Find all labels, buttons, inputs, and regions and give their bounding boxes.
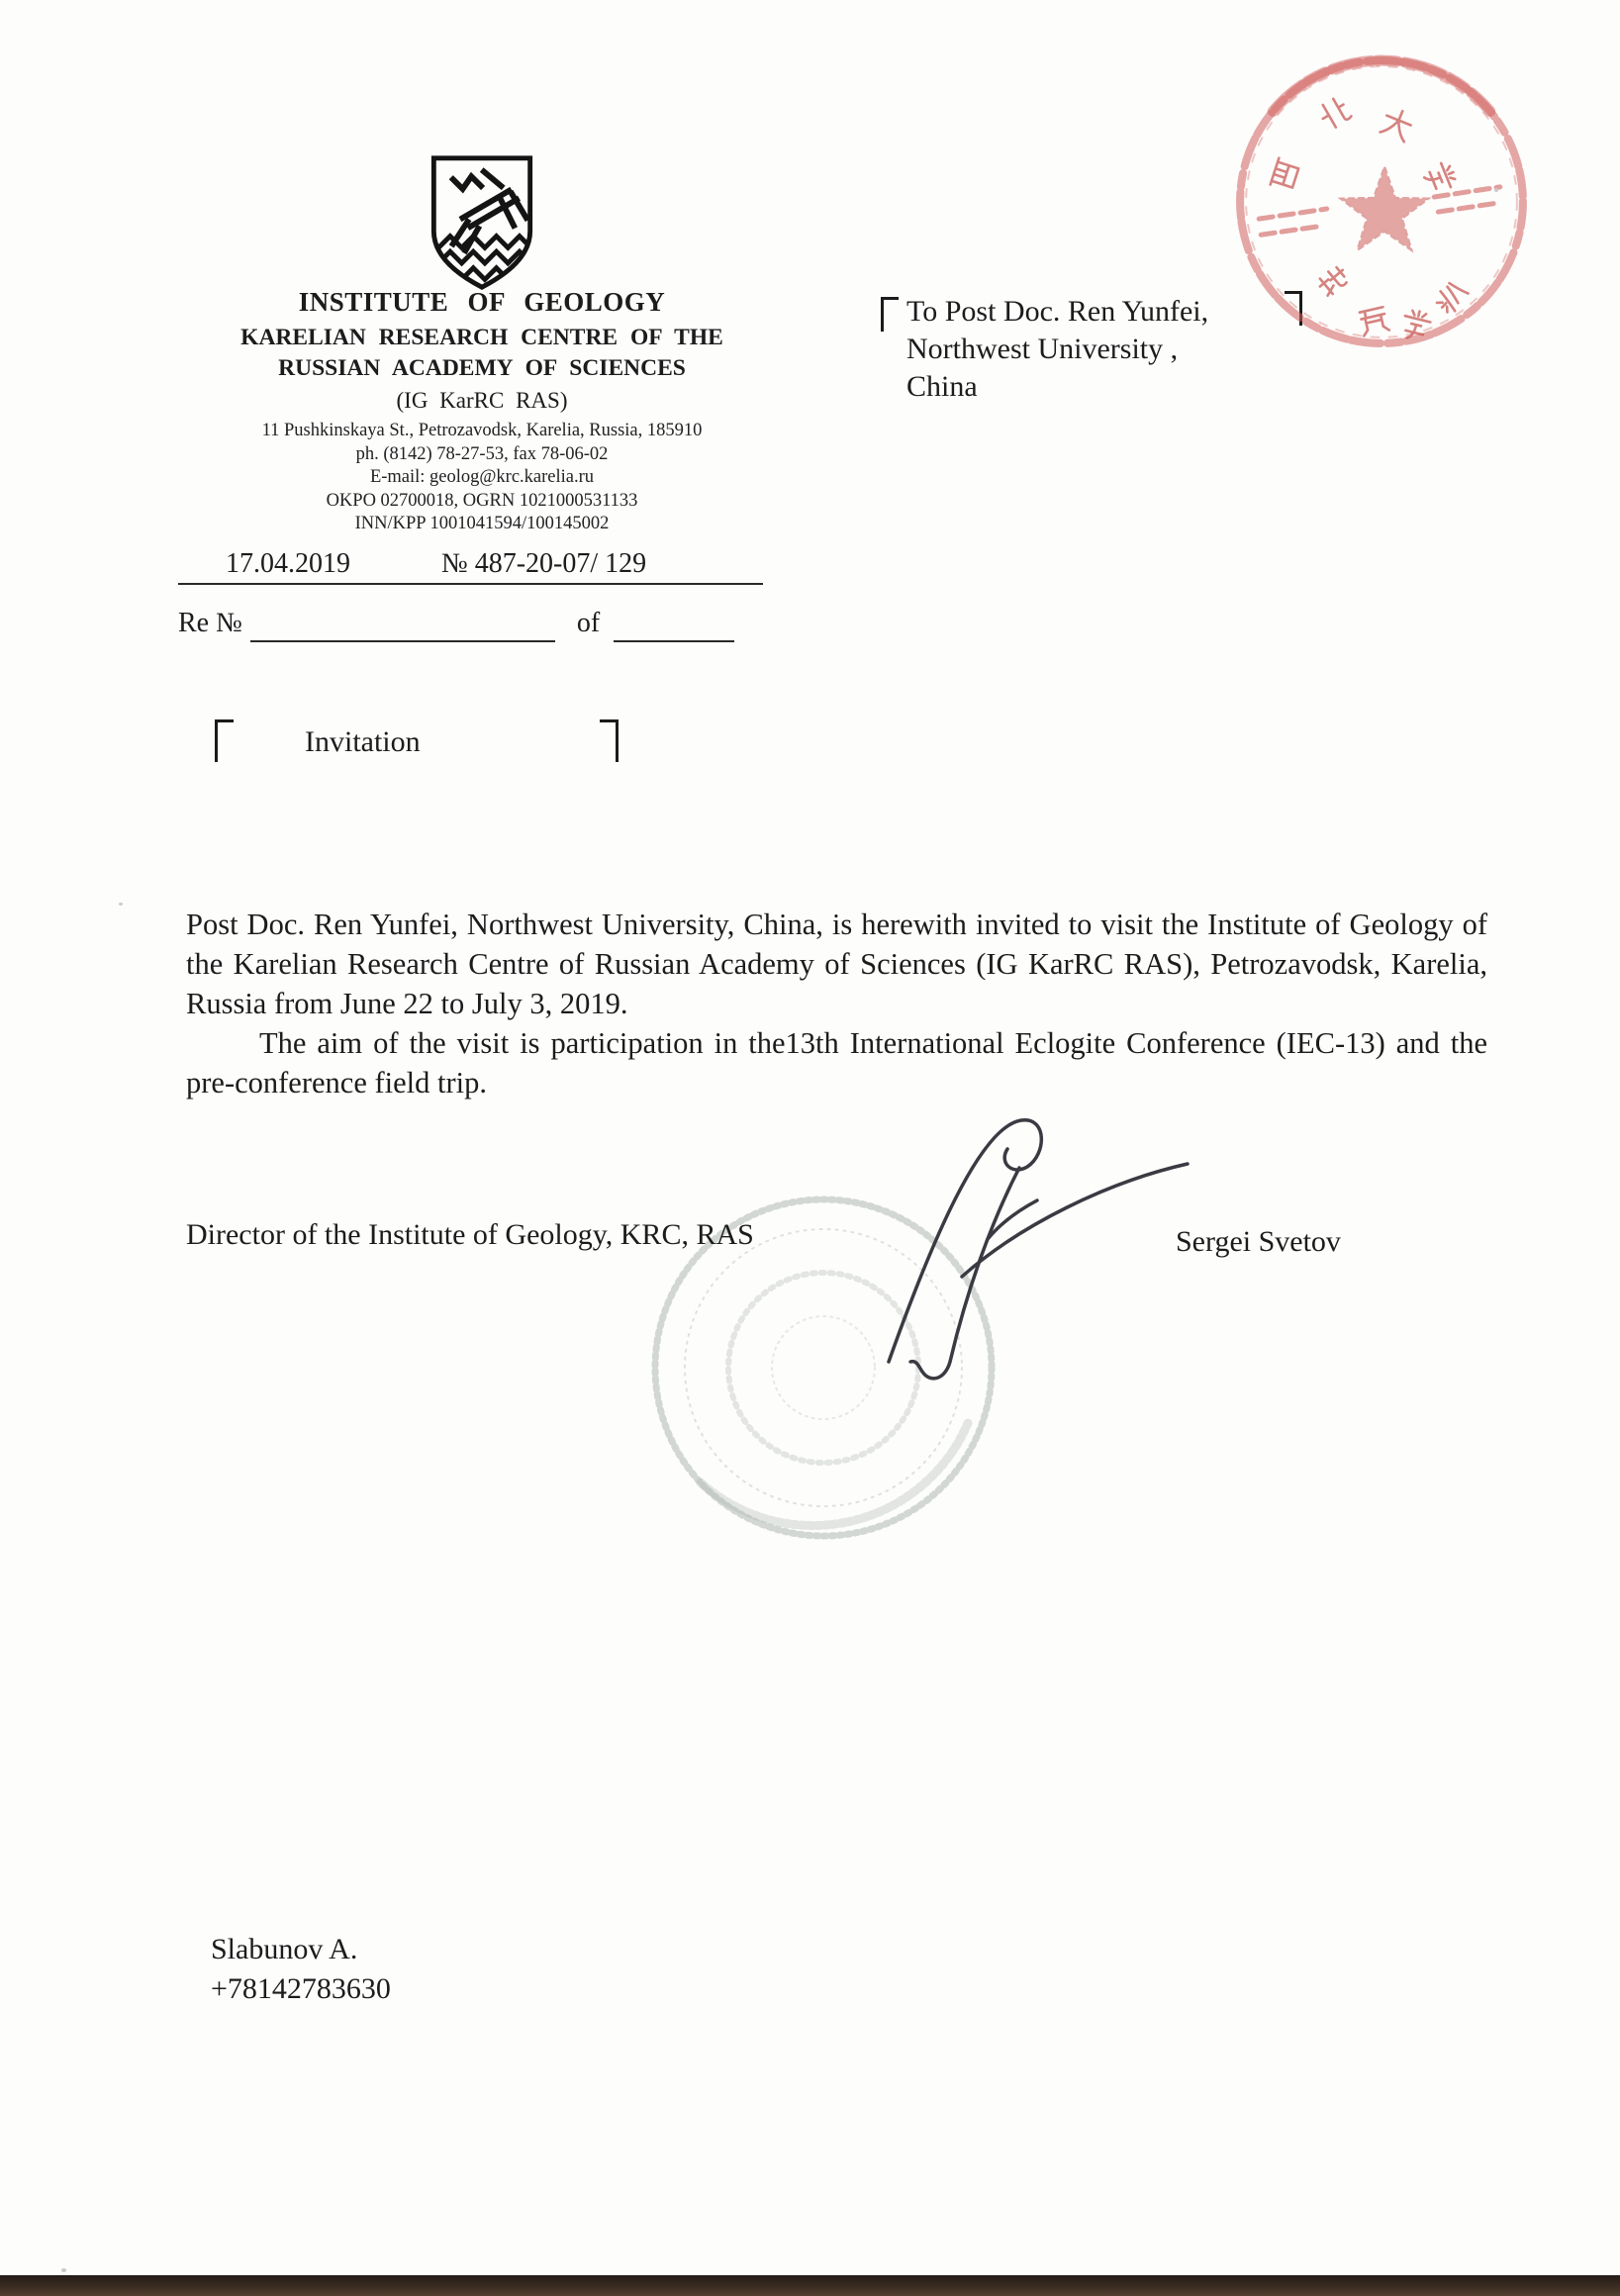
contact-name: Slabunov A. <box>211 1933 358 1965</box>
scan-speck <box>119 903 123 906</box>
red-university-stamp-icon <box>1227 48 1536 356</box>
org-title: INSTITUTE OF GEOLOGY <box>298 287 666 317</box>
org-name-line1: KARELIAN RESEARCH CENTRE OF THE <box>240 325 723 350</box>
re-number-line <box>178 604 734 642</box>
scan-speck <box>1494 188 1498 192</box>
underline-segment <box>646 546 763 585</box>
underline-segment <box>614 604 734 642</box>
recipient-address-block <box>906 293 1208 406</box>
stamp-star-icon <box>1341 167 1428 250</box>
signer-role: Director of the Institute of Geology, KRC, RAS <box>186 1218 754 1251</box>
recipient-line1: To Post Doc. Ren Yunfei, <box>906 295 1209 328</box>
recipient-line3: China <box>906 370 978 403</box>
re-label: Re № <box>178 608 242 638</box>
org-phone-fax: ph. (8142) 78-27-53, fax 78-06-02 <box>355 443 609 464</box>
director-signature <box>871 1106 1197 1393</box>
letter-body <box>186 905 1487 1102</box>
body-paragraph-1: Post Doc. Ren Yunfei, Northwest University, China, is herewith invited to visit the Institute of Geology of the Karelian Research Centre of Russian Academy of Sciences (IG KarRC RAS), Petrozavodsk, Karelia, Russia from June 22 to July 3, 2019. <box>186 908 1487 1020</box>
letter-date: 17.04.2019 <box>226 548 350 585</box>
institute-logo-shield-elk-icon <box>423 150 541 295</box>
signer-name: Sergei Svetov <box>1176 1225 1341 1258</box>
org-contact-block <box>136 420 828 536</box>
reference-line <box>178 546 763 585</box>
of-label: of <box>576 608 601 638</box>
underline-segment <box>178 546 226 585</box>
subject-title: Invitation <box>305 725 421 758</box>
org-abbreviation: (IG KarRC RAS) <box>396 388 568 413</box>
underline-segment <box>350 546 441 585</box>
org-email: E-mail: geolog@krc.karelia.ru <box>369 467 595 487</box>
footer-contact-block <box>211 1930 391 2009</box>
org-registration: OKPO 02700018, OGRN 1021000531133 <box>326 490 638 511</box>
scan-edge-bar <box>0 2275 1620 2296</box>
contact-phone: +78142783630 <box>211 1972 391 2005</box>
corner-bracket-open <box>215 719 234 762</box>
org-address: 11 Pushkinskaya St., Petrozavodsk, Karelia, Russia, 185910 <box>261 421 703 440</box>
org-inn-kpp: INN/KPP 1001041594/100145002 <box>354 514 610 533</box>
org-name-line2: RUSSIAN ACADEMY OF SCIENCES <box>278 355 686 381</box>
scan-speck <box>61 2268 66 2272</box>
recipient-line2: Northwest University , <box>906 333 1179 365</box>
corner-bracket-close <box>600 719 619 762</box>
underline-segment <box>250 604 555 642</box>
body-paragraph-2: The aim of the visit is participation in the13th International Eclogite Conference (IEC-13) and the pre-conference field trip. <box>186 1026 1487 1100</box>
letter-number: № 487-20-07/ 129 <box>441 548 646 585</box>
corner-bracket-open <box>881 297 899 332</box>
